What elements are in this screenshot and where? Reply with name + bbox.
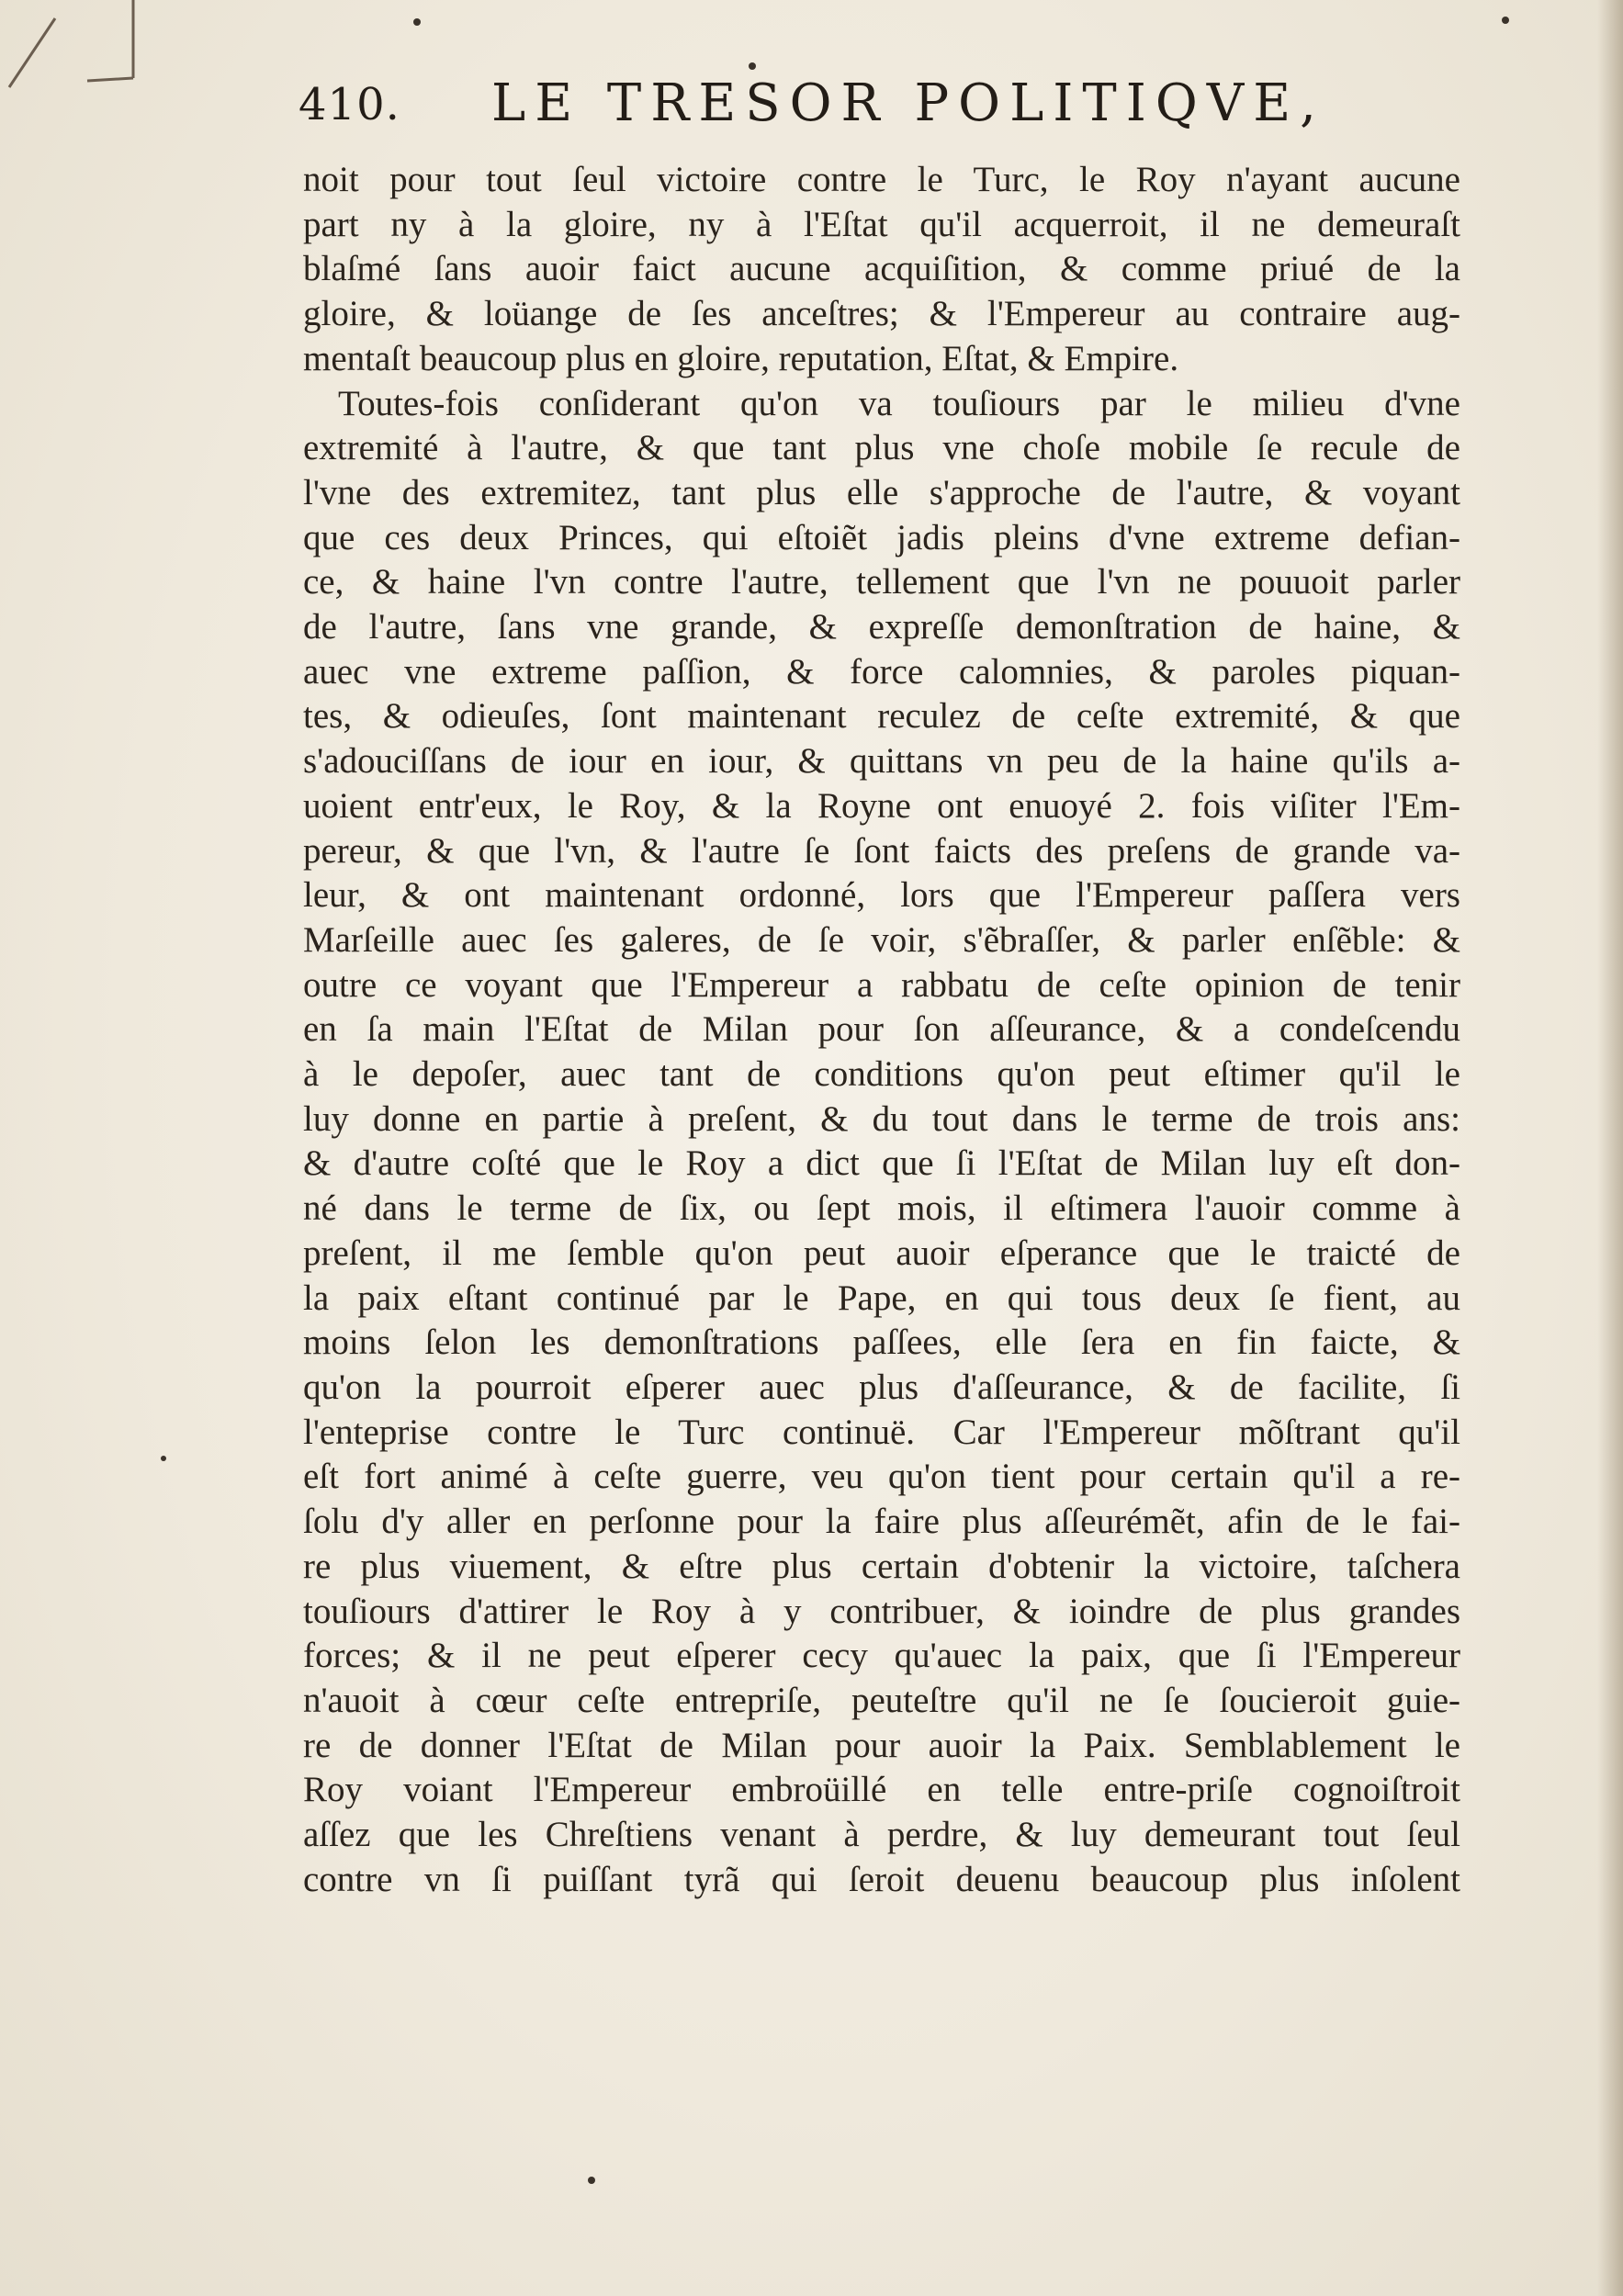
text-line: re plus viuement, & eſtre plus certain d'obtenir la victoire, taſchera [303, 1546, 1460, 1586]
text-line: qu'on la pourroit eſperer auec plus d'aſſeurance, & de facilite, ſi [303, 1367, 1460, 1407]
ink-speck [749, 62, 756, 70]
text-line: touſiours d'attirer le Roy à y contribuer, & ioindre de plus grandes [303, 1591, 1460, 1631]
text-line: aſſez que les Chreſtiens venant à perdre, & luy demeurant tout ſeul [303, 1815, 1460, 1855]
text-line: noit pour tout ſeul victoire contre le Turc, le Roy n'ayant aucune [303, 160, 1460, 199]
body-text [303, 158, 1460, 1902]
text-line: Roy voiant l'Empereur embroüillé en telle entre-priſe cognoiſtroit [303, 1770, 1460, 1810]
text-line: moins ſelon les demonſtrations paſſees, elle ſera en fin faicte, & [303, 1322, 1460, 1363]
text-line: ce, & haine l'vn contre l'autre, tellement que l'vn ne pouuoit parler [303, 562, 1460, 602]
text-line: en ſa main l'Eſtat de Milan pour ſon aſſeurance, & a condeſcendu [303, 1009, 1460, 1050]
ink-speck [1502, 17, 1509, 24]
text-line: à le depoſer, auec tant de conditions qu'on peut eſtimer qu'il le [303, 1054, 1460, 1095]
text-line: extremité à l'autre, & que tant plus vne choſe mobile ſe recule de [303, 428, 1460, 468]
text-line: re de donner l'Eſtat de Milan pour auoir la Paix. Semblablement le [303, 1725, 1460, 1765]
text-line: & d'autre coſté que le Roy a dict que ſi l'Eſtat de Milan luy eſt don- [303, 1143, 1460, 1184]
page-edge-shadow [1597, 0, 1623, 2296]
text-line: que ces deux Princes, qui eſtoiẽt jadis pleins d'vne extreme defian- [303, 517, 1460, 557]
text-line: Toutes-fois conſiderant qu'on va touſiours par le milieu d'vne [338, 383, 1460, 423]
page-header [299, 73, 1325, 147]
text-line: s'adouciſſans de iour en iour, & quittans vn peu de la haine qu'ils a- [303, 741, 1460, 782]
text-line: outre ce voyant que l'Empereur a rabbatu de ceſte opinion de tenir [303, 964, 1460, 1005]
text-line: luy donne en partie à preſent, & du tout dans le terme de trois ans: [303, 1098, 1460, 1139]
text-line: n'auoit à cœur ceſte entrepriſe, peuteſtre qu'il ne ſe ſoucieroit guie- [303, 1680, 1460, 1720]
running-head: LE TRESOR POLITIQVE, [491, 73, 1325, 133]
text-line: leur, & ont maintenant ordonné, lors que l'Empereur paſſera vers [303, 875, 1460, 916]
ink-speck [161, 1456, 166, 1461]
text-line: forces; & il ne peut eſperer cecy qu'auec la paix, que ſi l'Empereur [303, 1636, 1460, 1676]
text-line: Marſeille auec ſes galeres, de ſe voir, s'ẽbraſſer, & parler enſẽble: & [303, 919, 1460, 960]
text-line: l'vne des extremitez, tant plus elle s'approche de l'autre, & voyant [303, 472, 1460, 512]
text-line: auec vne extreme paſſion, & force calomnies, & paroles piquan- [303, 651, 1460, 692]
text-line: contre vn ſi puiſſant tyrã qui ſeroit deuenu beaucoup plus inſolent [303, 1859, 1460, 1899]
text-line: ſolu d'y aller en perſonne pour la faire plus aſſeurémẽt, afin de le fai- [303, 1502, 1460, 1542]
ink-speck [413, 18, 421, 26]
text-line: preſent, il me ſemble qu'on peut auoir eſperance que le traicté de [303, 1232, 1460, 1273]
text-line: gloire, & loüange de ſes anceſtres; & l'Empereur au contraire aug- [303, 294, 1460, 334]
text-line: eſt fort animé à ceſte guerre, veu qu'on tient pour certain qu'il a re- [303, 1457, 1460, 1497]
text-line: part ny à la gloire, ny à l'Eſtat qu'il acquerroit, il ne demeuraſt [303, 204, 1460, 244]
text-line: la paix eſtant continué par le Pape, en qui tous deux ſe fient, au [303, 1277, 1460, 1318]
text-line: mentaſt beaucoup plus en gloire, reputation, Eſtat, & Empire. [303, 338, 1179, 378]
corner-pencil-mark [0, 0, 184, 101]
text-line: uoient entr'eux, le Roy, & la Royne ont enuoyé 2. fois viſiter l'Em- [303, 785, 1460, 826]
text-line: né dans le terme de ſix, ou ſept mois, il eſtimera l'auoir comme à [303, 1188, 1460, 1229]
page-number: 410. [299, 79, 400, 130]
text-line: tes, & odieuſes, ſont maintenant reculez de ceſte extremité, & que [303, 696, 1460, 737]
text-line: de l'autre, ſans vne grande, & expreſſe demonſtration de haine, & [303, 607, 1460, 647]
text-line: blaſmé ſans auoir faict aucune acquiſition, & comme priué de la [303, 249, 1460, 289]
ink-speck [588, 2177, 595, 2184]
text-line: pereur, & que l'vn, & l'autre ſe ſont faicts des preſens de grande va- [303, 830, 1460, 871]
text-line: l'enteprise contre le Turc continuë. Car l'Empereur mõſtrant qu'il [303, 1412, 1460, 1452]
